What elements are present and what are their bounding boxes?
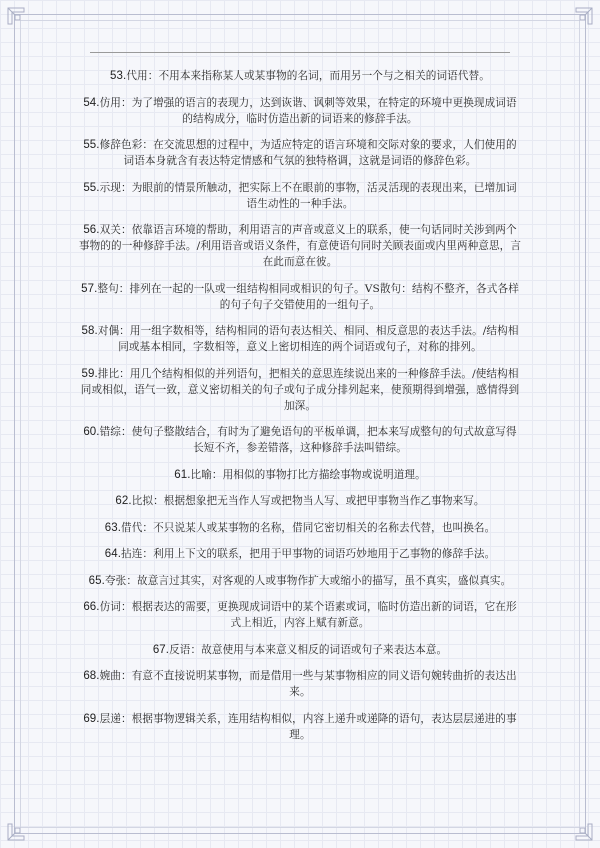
entry-separator: ： bbox=[142, 139, 154, 151]
entry-separator: ： bbox=[118, 282, 130, 295]
entry-term: 比喻 bbox=[190, 468, 212, 481]
entry-separator: ： bbox=[119, 367, 130, 380]
entry-text: 不用本来指称某人或某事物的名词，而用另一个与之相关的词语代替。 bbox=[158, 70, 490, 82]
definition-entry bbox=[78, 137, 522, 169]
entry-number: 58. bbox=[81, 325, 98, 337]
definition-entry bbox=[78, 366, 522, 414]
entry-number: 61. bbox=[174, 468, 191, 481]
definition-entry bbox=[78, 599, 522, 631]
definition-entry bbox=[78, 323, 522, 355]
entry-text: 根据事物逻辑关系，连用结构相似，内容上递升或递降的语句，表达层层递进的事理。 bbox=[131, 712, 517, 741]
corner-ornament-icon bbox=[568, 6, 594, 32]
entry-term: 整句 bbox=[97, 282, 119, 295]
entry-term: 反语 bbox=[169, 643, 191, 656]
entry-separator: ： bbox=[121, 224, 132, 236]
entry-number: 57. bbox=[81, 282, 98, 295]
entry-separator: ： bbox=[121, 670, 132, 682]
entry-term: 对偶 bbox=[97, 325, 120, 337]
entry-term: 拈连 bbox=[121, 548, 143, 560]
entry-number: 53. bbox=[110, 70, 127, 82]
entry-separator: ： bbox=[121, 712, 132, 725]
entry-number: 55. bbox=[83, 181, 100, 194]
entry-term: 仿用 bbox=[99, 96, 121, 109]
entry-text: 利用上下文的联系，把用于甲事物的词语巧妙地用于乙事物的修辞手法。 bbox=[153, 548, 496, 560]
definition-entry bbox=[78, 180, 522, 212]
definition-entry bbox=[78, 95, 522, 127]
definition-entry bbox=[78, 493, 522, 509]
header-divider bbox=[90, 52, 510, 53]
corner-ornament-icon bbox=[568, 816, 594, 842]
definition-entry bbox=[78, 68, 522, 84]
entry-term: 错综 bbox=[99, 426, 121, 438]
entry-text: 用相似的事物打比方描绘事物或说明道理。 bbox=[222, 468, 426, 481]
entry-text: 依靠语言环境的帮助，利用语言的声音或意义上的联系，使一句话同时关涉到两个事物的的一种修辞手法。/利用语音或语义条件，有意使语句同时关顾表面或内里两种意思，言在此而意在彼。 bbox=[78, 224, 522, 268]
entry-text: 根据想象把无当作人写或把物当人写、或把甲事物当作乙事物来写。 bbox=[163, 495, 485, 507]
entry-number: 67. bbox=[152, 643, 170, 656]
entry-text: 用几个结构相似的并列语句，把相关的意思连续说出来的一种修辞手法。/使结构相同或相似，语气一致，意义密切相关的句子或句子成分排列起来，使预期得到增强，感情得到加深。 bbox=[80, 367, 520, 412]
entry-number: 68. bbox=[83, 670, 100, 682]
definition-entry bbox=[78, 711, 522, 743]
entry-term: 修辞色彩 bbox=[99, 139, 143, 151]
corner-ornament-icon bbox=[6, 6, 32, 32]
definition-entry bbox=[78, 281, 522, 313]
entry-term: 代用 bbox=[126, 70, 148, 82]
definition-entry bbox=[78, 668, 522, 700]
entry-term: 仿词 bbox=[99, 601, 121, 613]
entry-text: 用一组字数相等，结构相同的语句表达相关、相同、相反意思的表达手法。/结构相同或基本相同，字数相等，意义上密切相连的两个词语或句子，对称的排列。 bbox=[118, 325, 519, 353]
entry-term: 双关 bbox=[99, 224, 121, 236]
entry-number: 69. bbox=[83, 712, 100, 725]
entry-text: 故意使用与本来意义相反的词语或句子来表达本意。 bbox=[201, 643, 448, 656]
entry-term: 婉曲 bbox=[99, 670, 121, 682]
entry-text: 在交流思想的过程中，为适应特定的语言环境和交际对象的要求，人们使用的词语本身就含有表达特定情感和气氛的独特格调，这就是词语的修辞色彩。 bbox=[123, 139, 517, 167]
definition-entry bbox=[78, 642, 522, 658]
entry-number: 60. bbox=[83, 426, 100, 438]
definition-entry bbox=[78, 222, 522, 270]
entry-separator: ： bbox=[119, 325, 130, 337]
entry-text: 使句子整散结合，有时为了避免语句的平板单调，把本来写成整句的句式故意写得长短不齐，参差错落，这种修辞手法叫错综。 bbox=[131, 426, 517, 454]
entry-text: 不只说某人或某事物的名称，借同它密切相关的名称去代替，也叫换名。 bbox=[153, 521, 496, 534]
definition-entry bbox=[78, 573, 522, 589]
entry-number: 56. bbox=[83, 224, 100, 236]
entry-text: 排列在一起的一队或一组结构相同或相识的句子。VS散句：结构不整齐，各式各样的句子句子交错使用的一组句子。 bbox=[129, 282, 519, 311]
entry-term: 排比 bbox=[97, 367, 120, 380]
entry-separator: ： bbox=[121, 96, 132, 109]
entry-number: 64. bbox=[104, 548, 121, 560]
definition-entry bbox=[78, 546, 522, 562]
entry-separator: ： bbox=[142, 521, 154, 534]
definition-entry bbox=[78, 520, 522, 536]
entry-separator: ： bbox=[147, 70, 159, 82]
entry-term: 夸张 bbox=[104, 574, 127, 587]
entry-separator: ： bbox=[142, 548, 154, 560]
entry-text: 为眼前的情景所触动，把实际上不在眼前的事物，活灵活现的表现出来，已增加词语生动性的一种手法。 bbox=[131, 181, 517, 210]
entry-separator: ： bbox=[121, 181, 132, 194]
entry-separator: ： bbox=[190, 643, 202, 656]
entry-number: 65. bbox=[88, 574, 105, 587]
entry-number: 66. bbox=[83, 601, 100, 613]
entry-term: 层递 bbox=[99, 712, 121, 725]
entry-number: 63. bbox=[104, 521, 121, 534]
entry-text: 为了增强的语言的表现力，达到诙谐、讽刺等效果，在特定的环境中更换现成词语的结构成分，临时仿造出新的词语来的修辞手法。 bbox=[131, 96, 517, 125]
entry-term: 借代 bbox=[121, 521, 143, 534]
entry-number: 55. bbox=[83, 139, 100, 151]
entry-number: 59. bbox=[81, 367, 98, 380]
definition-entry bbox=[78, 424, 522, 456]
entry-text: 有意不直接说明某事物，而是借用一些与某事物相应的同义语句婉转曲折的表达出来。 bbox=[131, 670, 517, 698]
entry-separator: ： bbox=[121, 601, 132, 613]
entry-separator: ： bbox=[126, 574, 138, 587]
entry-text: 故意言过其实，对客观的人或事物作扩大或缩小的描写，虽不真实，盛似真实。 bbox=[137, 574, 512, 587]
entry-separator: ： bbox=[211, 468, 223, 481]
entry-term: 示现 bbox=[99, 181, 121, 194]
entry-number: 62. bbox=[115, 495, 132, 507]
entry-term: 比拟 bbox=[131, 495, 154, 507]
entry-text: 根据表达的需要，更换现成词语中的某个语素或词，临时仿造出新的词语，它在形式上相近，内容上赋有新意。 bbox=[131, 601, 517, 629]
definition-list bbox=[78, 68, 522, 753]
corner-ornament-icon bbox=[6, 816, 32, 842]
entry-separator: ： bbox=[121, 426, 132, 438]
definition-entry bbox=[78, 467, 522, 483]
entry-number: 54. bbox=[83, 96, 100, 109]
entry-separator: ： bbox=[153, 495, 164, 507]
